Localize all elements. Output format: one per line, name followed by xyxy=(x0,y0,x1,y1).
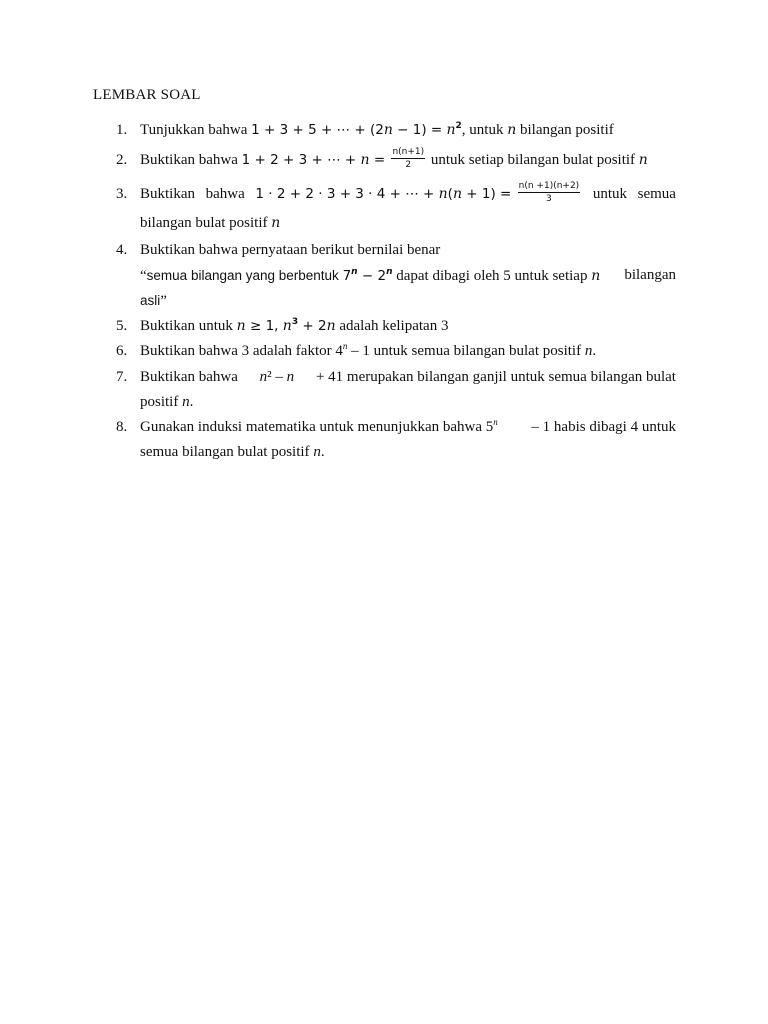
fraction: $\frac{n(n +1)(n+2)}{3}$ xyxy=(518,181,580,205)
item-number: 2. xyxy=(116,152,128,168)
math-expression: 1 + 3 + 5 + ⋯ + $(2n - 1) = n^2$ xyxy=(251,121,462,138)
item-number: 1. xyxy=(116,122,128,138)
math-expression: $7^n - 2^n$ xyxy=(342,267,393,284)
item-text: Buktikan bahwa pernyataan berikut bernilai benar “semua bilangan yang berbentuk $7^n - 2^n$ dapat dibagi oleh 5 untuk setiap n bilangan asli” xyxy=(140,242,676,309)
item-number: 8. xyxy=(116,419,128,435)
math-expression: 1 + 2 + 3 + ⋯ + n = xyxy=(241,152,390,168)
page-title: LEMBAR SOAL xyxy=(93,87,201,103)
item-text: Buktikan bahwa 1 · 2 + 2 · 3 + 3 · 4 + ⋯ + n(n + 1) = $\frac{n(n +1)(n+2)}{3}$ untuk semua bilangan bulat positif n xyxy=(140,181,676,231)
item-text: Tunjukkan bahwa 1 + 3 + 5 + ⋯ + $(2n - 1) = n^2$, untuk n bilangan positif xyxy=(140,121,614,138)
item-number: 7. xyxy=(116,369,128,385)
math-expression: n ≥ 1, $n^3 + 2n$ xyxy=(236,317,336,334)
item-text: Gunakan induksi matematika untuk menunjukkan bahwa 5$^n$ – 1 habis dibagi 4 untuk semua bilangan bulat positif n. xyxy=(140,417,676,460)
item-text: Buktikan bahwa 3 adalah faktor 4$^n$ – 1 untuk semua bilangan bulat positif n. xyxy=(140,341,597,359)
item-text: Buktikan bahwa n² – n + 41 merupakan bilangan ganjil untuk semua bilangan bulat positif n. xyxy=(140,369,676,410)
item-number: 6. xyxy=(116,343,128,359)
item-number: 4. xyxy=(116,242,128,258)
item-number: 3. xyxy=(116,186,128,202)
item-number: 5. xyxy=(116,318,128,334)
fraction: $\frac{n(n+1)}{2}$ xyxy=(392,147,425,171)
item-text: Buktikan untuk n ≥ 1, $n^3 + 2n$ adalah kelipatan 3 xyxy=(140,317,449,334)
math-expression: 1 · 2 + 2 · 3 + 3 · 4 + ⋯ + n(n + 1) = xyxy=(255,186,516,202)
item-text: Buktikan bahwa 1 + 2 + 3 + ⋯ + n = $\frac{n(n+1)}{2}$ untuk setiap bilangan bulat positif n xyxy=(140,147,648,171)
